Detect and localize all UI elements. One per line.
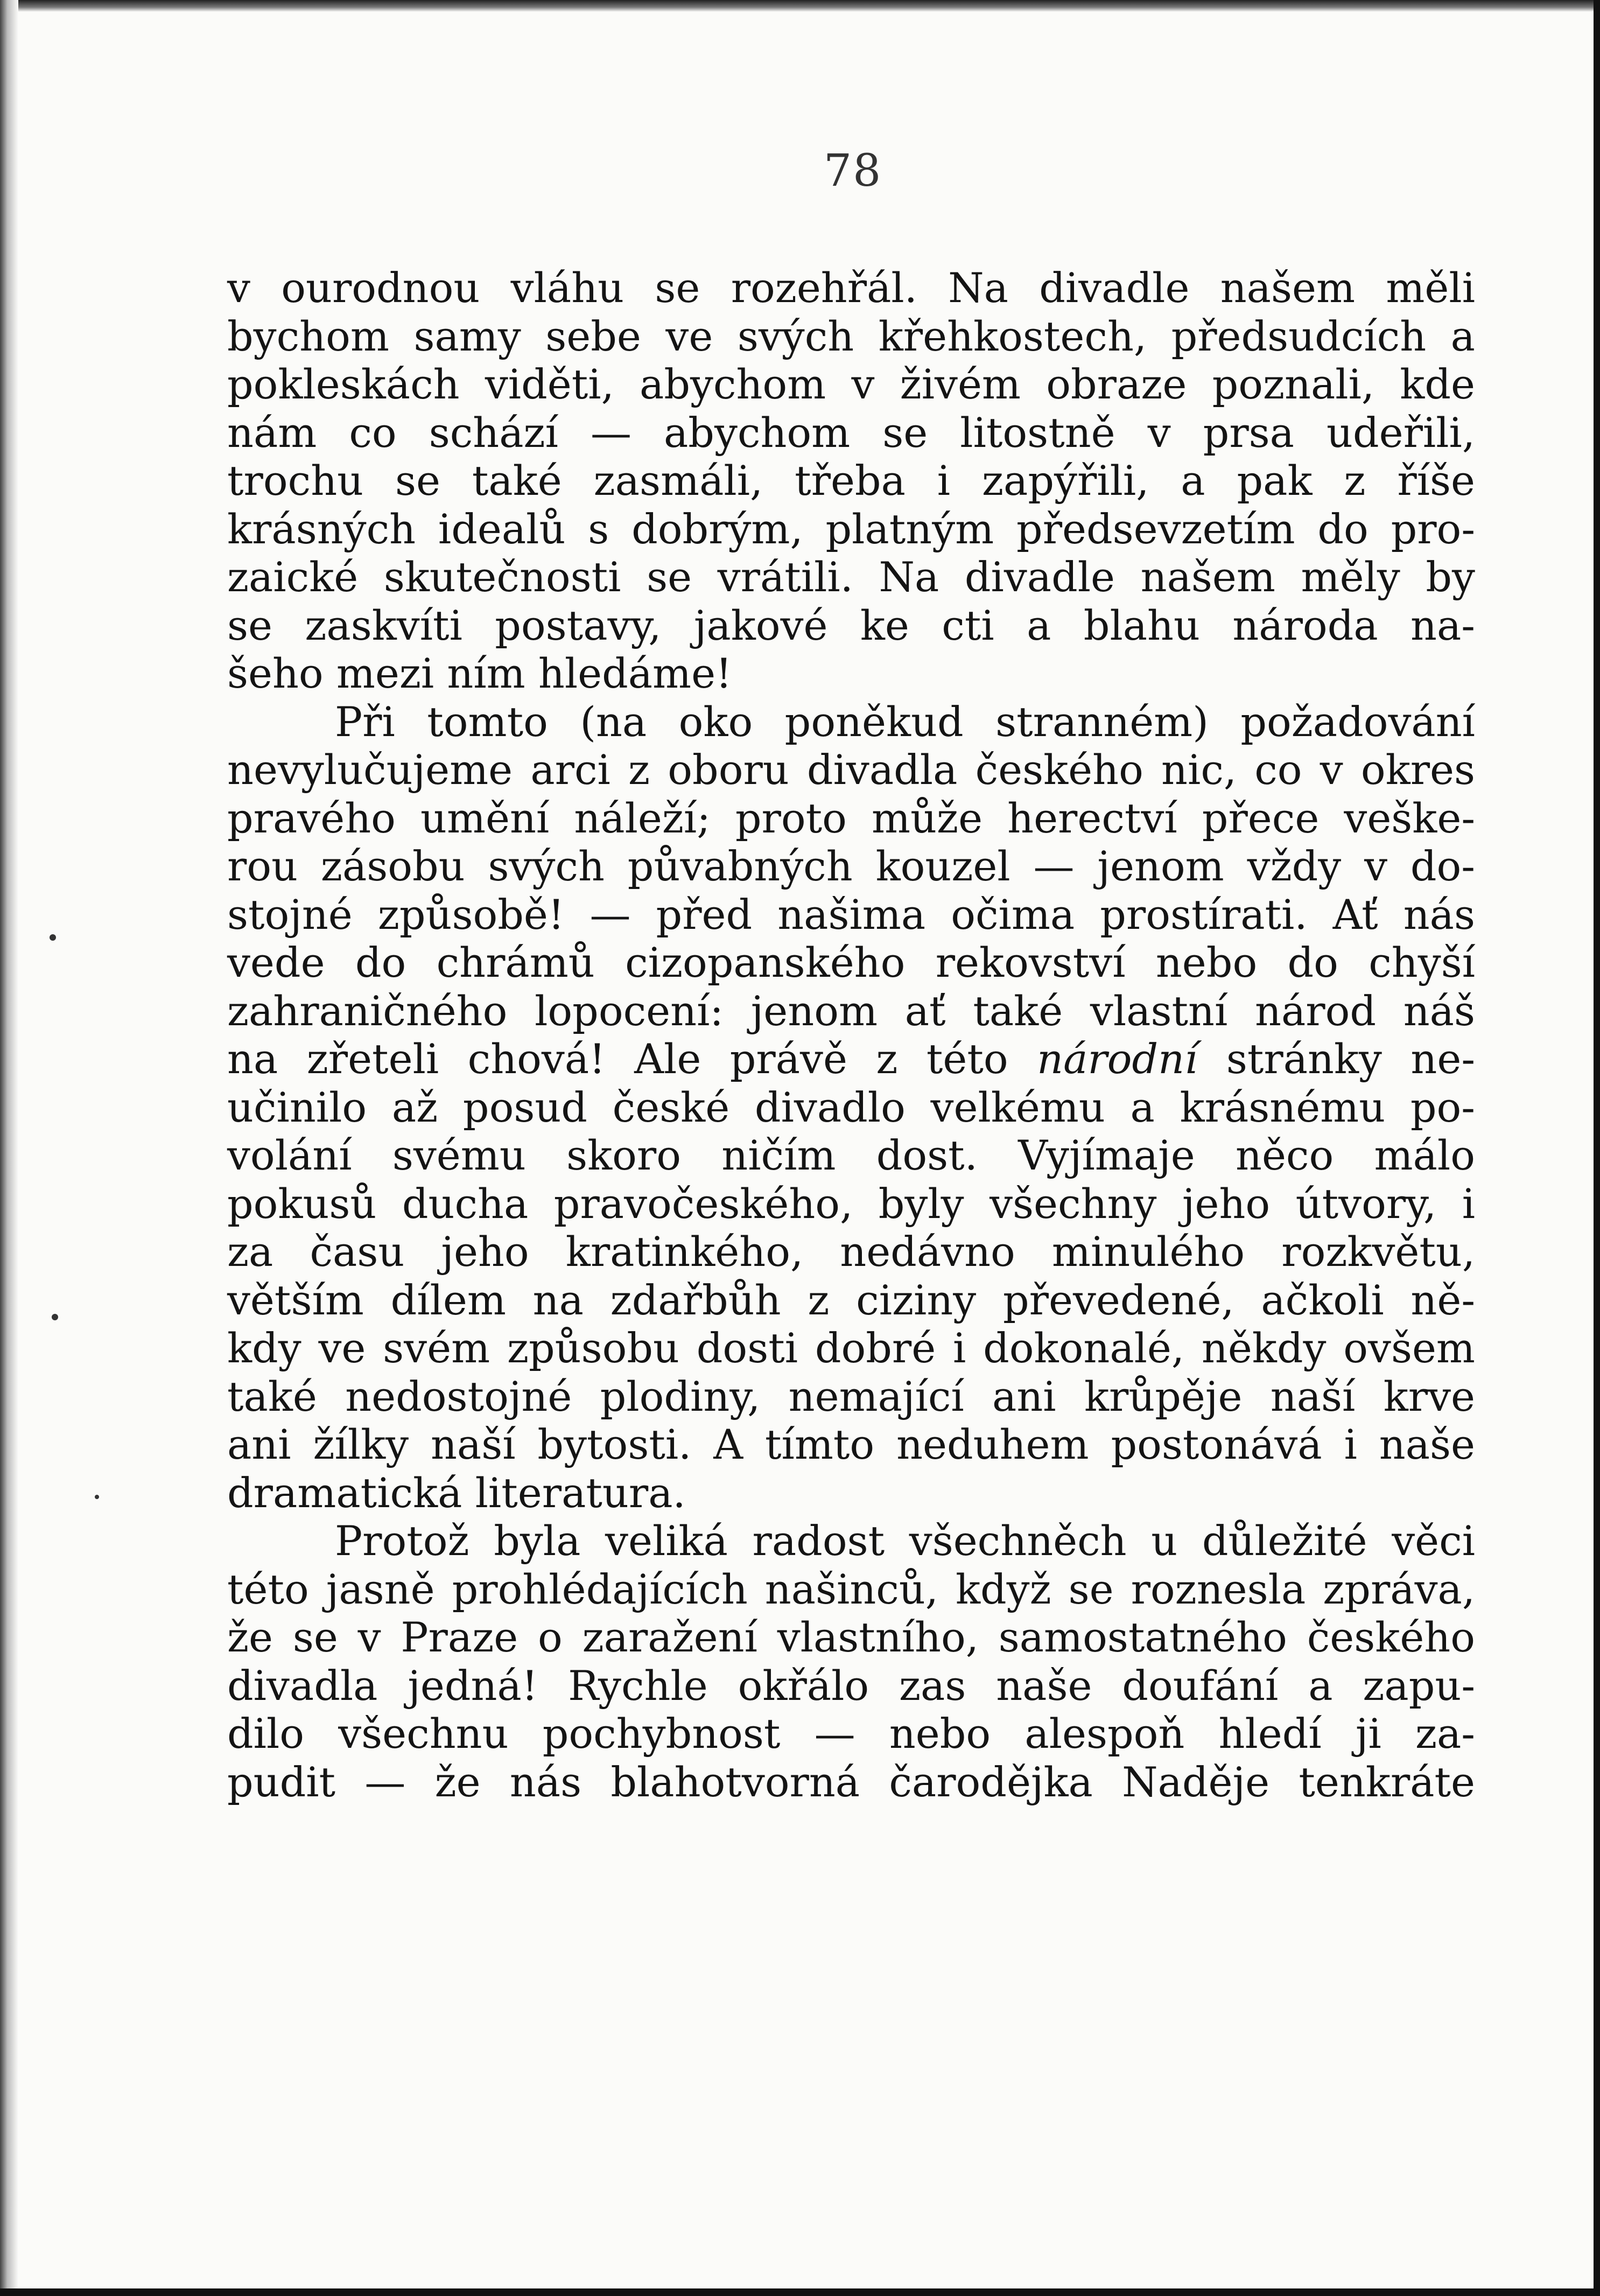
text-line: divadla jedná! Rychle okřálo zas naše doufání a zapu- xyxy=(227,1661,1475,1710)
text-line: učinilo až posud české divadlo velkému a krásnému po- xyxy=(227,1083,1475,1131)
text-line-with-italic xyxy=(227,1035,1475,1083)
text-line: dramatická literatura. xyxy=(227,1468,686,1517)
text-line: volání svému skoro ničím dost. Vyjímaje něco málo xyxy=(227,1131,1475,1179)
body-text xyxy=(227,264,1475,1806)
text-line: pravého umění náleží; proto může herectví přece veške- xyxy=(227,794,1475,842)
page-left-edge xyxy=(0,0,18,2288)
text-line: pudit — že nás blahotvorná čarodějka Naděje tenkráte xyxy=(227,1758,1475,1806)
margin-speck xyxy=(52,1314,58,1320)
page-number: 78 xyxy=(824,145,882,197)
text-line: za času jeho kratinkého, nedávno minulého rozkvětu, xyxy=(227,1228,1475,1276)
text-line: pokleskách viděti, abychom v živém obraze poznali, kde xyxy=(227,360,1475,408)
text-line: zaické skutečnosti se vrátili. Na divadle našem měly by xyxy=(227,553,1475,601)
text-line: trochu se také zasmáli, třeba i zapýřili, a pak z říše xyxy=(227,457,1475,505)
text-line: se zaskvíti postavy, jakové ke cti a blahu národa na- xyxy=(227,601,1475,649)
text-segment: na zřeteli chová! Ale právě z této xyxy=(227,1035,1037,1083)
text-line: zahraničného lopocení: jenom ať také vlastní národ náš xyxy=(227,986,1475,1035)
italic-word: národní xyxy=(1037,1035,1198,1083)
text-line: větším dílem na zdařbůh z ciziny převedené, ačkoli ně- xyxy=(227,1276,1475,1324)
text-line: dilo všechnu pochybnost — nebo alespoň hledí ji za- xyxy=(227,1710,1475,1758)
text-line: stojné způsobě! — před našima očima prostírati. Ať nás xyxy=(227,890,1475,939)
text-line: pokusů ducha pravočeského, byly všechny jeho útvory, i xyxy=(227,1179,1475,1228)
text-line: šeho mezi ním hledáme! xyxy=(227,649,732,697)
text-line: že se v Praze o zaražení vlastního, samostatného českého xyxy=(227,1613,1475,1661)
text-line: vede do chrámů cizopanského rekovství nebo do chyší xyxy=(227,939,1475,986)
text-line: krásných idealů s dobrým, platným předsevzetím do pro- xyxy=(227,505,1475,553)
page-top-edge xyxy=(0,0,1594,12)
text-line: také nedostojné plodiny, nemající ani krůpěje naší krve xyxy=(227,1372,1475,1420)
text-line: rou zásobu svých půvabných kouzel — jenom vždy v do- xyxy=(227,842,1475,890)
margin-speck xyxy=(50,934,56,941)
text-line: kdy ve svém způsobu dosti dobré i dokonalé, někdy ovšem xyxy=(227,1324,1475,1372)
text-line: Při tomto (na oko poněkud stranném) požadování xyxy=(335,697,1475,746)
text-line: bychom samy sebe ve svých křehkostech, předsudcích a xyxy=(227,312,1475,360)
text-line: Protož byla veliká radost všechněch u důležité věci xyxy=(335,1517,1475,1565)
text-line: v ourodnou vláhu se rozehřál. Na divadle našem měli xyxy=(227,264,1475,312)
text-line: ani žílky naší bytosti. A tímto neduhem postonává i naše xyxy=(227,1420,1475,1468)
text-segment: stránky ne- xyxy=(1197,1035,1476,1083)
text-line: nevylučujeme arci z oboru divadla českého nic, co v okres xyxy=(227,746,1475,794)
text-line: nám co schází — abychom se litostně v prsa udeřili, xyxy=(227,408,1475,457)
margin-speck xyxy=(95,1495,99,1499)
text-line: této jasně prohlédajících našinců, když se roznesla zpráva, xyxy=(227,1565,1475,1613)
